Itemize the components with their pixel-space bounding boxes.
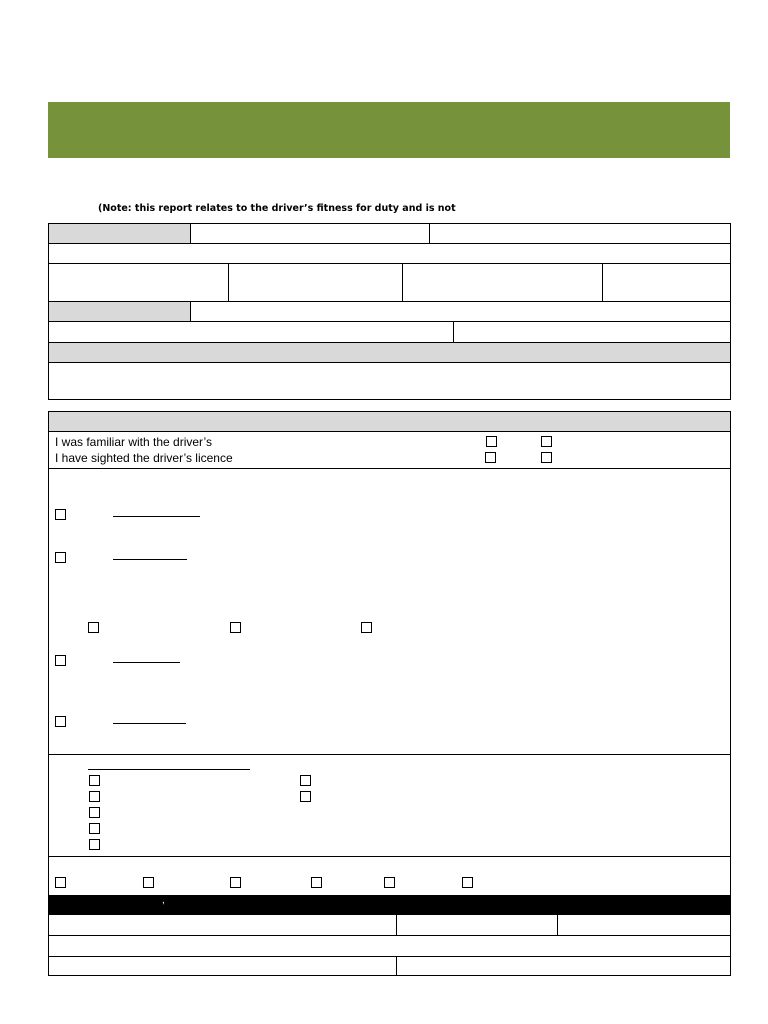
familiar-no-checkbox[interactable] xyxy=(541,436,552,447)
option-underline-4 xyxy=(113,723,186,724)
divider xyxy=(49,754,730,755)
option-checkbox-2[interactable] xyxy=(55,552,66,563)
practitioner-reg-field[interactable] xyxy=(397,915,557,935)
assessment-header-cell xyxy=(49,412,730,431)
divider xyxy=(49,468,730,469)
driver-name-field[interactable] xyxy=(191,224,429,243)
signature-field[interactable] xyxy=(49,957,396,975)
familiar-yes-checkbox[interactable] xyxy=(486,436,497,447)
option-underline-2 xyxy=(113,559,187,560)
employer-address-field[interactable] xyxy=(49,322,453,342)
assessment-table xyxy=(48,411,731,976)
divider xyxy=(49,431,730,432)
conditions-heading-underline xyxy=(88,769,250,770)
employer-phone-field[interactable] xyxy=(454,322,730,342)
review-checkbox-3[interactable] xyxy=(230,877,241,888)
sub-option-checkbox-1[interactable] xyxy=(88,622,99,633)
driver-name-label-cell xyxy=(49,224,190,243)
sighted-yes-checkbox[interactable] xyxy=(485,452,496,463)
title-banner xyxy=(48,102,730,158)
condition-checkbox-5[interactable] xyxy=(89,807,100,818)
option-checkbox-4[interactable] xyxy=(55,716,66,727)
employer-field[interactable] xyxy=(191,302,730,321)
review-checkbox-1[interactable] xyxy=(55,877,66,888)
section-header-cell xyxy=(49,343,730,362)
practitioner-address-field[interactable] xyxy=(49,936,730,956)
review-checkbox-4[interactable] xyxy=(311,877,322,888)
option-checkbox-3[interactable] xyxy=(55,655,66,666)
condition-checkbox-4[interactable] xyxy=(300,791,311,802)
separator-mark: , xyxy=(162,895,165,906)
sub-option-checkbox-2[interactable] xyxy=(230,622,241,633)
review-checkbox-2[interactable] xyxy=(143,877,154,888)
details-notes-field[interactable] xyxy=(49,363,730,399)
employer-label-cell xyxy=(49,302,190,321)
detail-field-1[interactable] xyxy=(49,264,228,301)
driver-id-field[interactable] xyxy=(430,224,730,243)
condition-checkbox-1[interactable] xyxy=(89,775,100,786)
date-field[interactable] xyxy=(397,957,730,975)
detail-field-2[interactable] xyxy=(229,264,402,301)
condition-checkbox-3[interactable] xyxy=(89,791,100,802)
fitness-note: (Note: this report relates to the driver’s fitness for duty and is not xyxy=(98,203,456,214)
sighted-licence-statement: I have sighted the driver’s licence xyxy=(55,451,233,465)
practitioner-section-bar xyxy=(48,895,730,915)
divider xyxy=(49,856,730,857)
practitioner-phone-field[interactable] xyxy=(558,915,730,935)
familiar-statement: I was familiar with the driver’s xyxy=(55,435,212,449)
condition-checkbox-7[interactable] xyxy=(89,839,100,850)
address-field[interactable] xyxy=(49,244,730,263)
option-checkbox-1[interactable] xyxy=(55,509,66,520)
review-checkbox-6[interactable] xyxy=(462,877,473,888)
sub-option-checkbox-3[interactable] xyxy=(361,622,372,633)
detail-field-4[interactable] xyxy=(603,264,730,301)
option-underline-3 xyxy=(113,662,180,663)
sighted-no-checkbox[interactable] xyxy=(541,452,552,463)
practitioner-name-field[interactable] xyxy=(49,915,396,935)
condition-checkbox-6[interactable] xyxy=(89,823,100,834)
detail-field-3[interactable] xyxy=(403,264,602,301)
option-underline-1 xyxy=(113,516,200,517)
review-checkbox-5[interactable] xyxy=(384,877,395,888)
condition-checkbox-2[interactable] xyxy=(300,775,311,786)
